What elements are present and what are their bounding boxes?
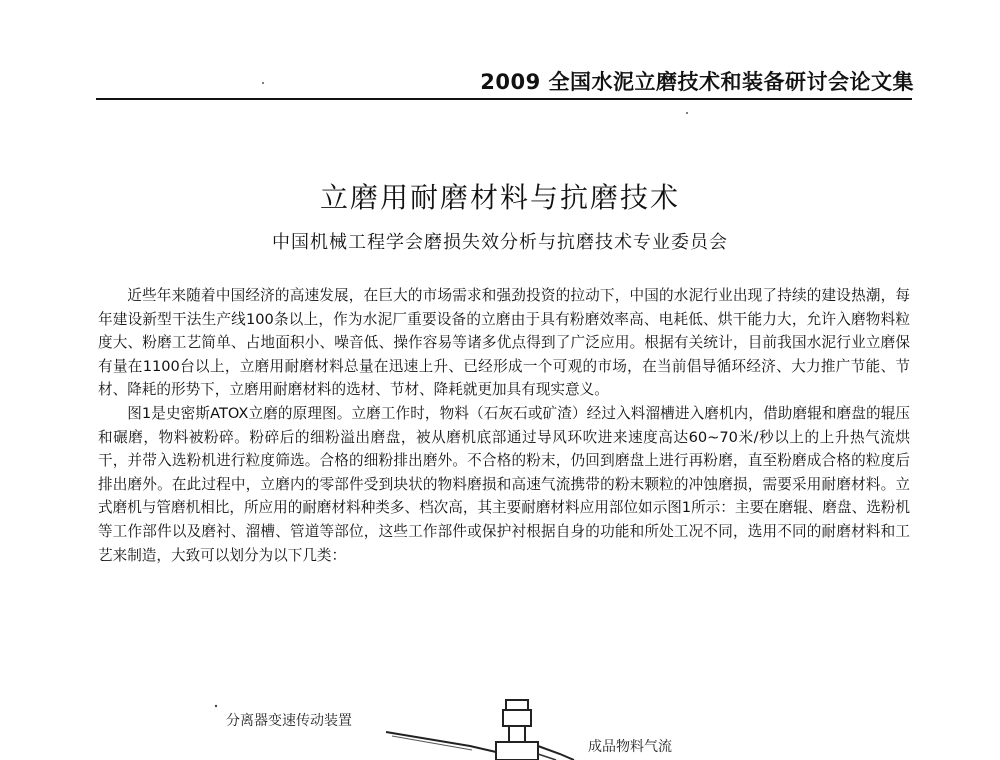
outlet-duct-edge [538,754,556,760]
drive-motor-cap [506,700,528,710]
figure-1-partial [0,690,1000,760]
paragraph-2: 图1是史密斯ATOX立磨的原理图。立磨工作时，物料（石灰石或矿渣）经过入料溜槽进入磨机内，借助磨辊和磨盘的辊压和碾磨，物料被粉碎。粉碎后的细粉溢出磨盘，被从磨机底部通过导风环吹进来速度高达60~70米/秒以上的上升热气流烘干，并带入选粉机进行粒度筛选。合格的细粉排出磨外。不合格的粉末，仍回到磨盘上进行再粉磨，直至粉磨成合格的粒度后排出磨外。在此过程中，立磨内的零部件受到块状的物料磨损和高速气流携带的粉末颗粒的冲蚀磨损，需要采用耐磨材料。立式磨机与管磨机相比，所应用的耐磨材料种类多、档次高，其主要耐磨材料应用部位如示图1所示：主要在磨辊、磨盘、选粉机等工作部件以及磨衬、溜槽、管道等部位，这些工作部件或保护衬根据自身的功能和所处工况不同，选用不同的耐磨材料和工艺来制造，大致可以划分为以下几类： [98,404,910,564]
drive-motor-body [503,710,531,726]
figure-label-separator-drive: 分离器变速传动装置 [226,713,352,729]
scan-speck [686,112,688,114]
header-rule [96,98,912,100]
outlet-duct [538,746,574,760]
paragraph-1: 近些年来随着中国经济的高速发展，在巨大的市场需求和强劲投资的拉动下，中国的水泥行业出现了持续的建设热潮，每年建设新型干法生产线100条以上，作为水泥厂重要设备的立磨由于具有粉磨效率高、电耗低、烘干能力大，允许入磨物料粒度大、粉磨工艺简单、占地面积小、噪音低、操作容易等诸多优点得到了广泛应用。根据有关统计，目前我国水泥行业立磨保有量在1100台以上，立磨用耐磨材料总量在迅速上升、已经形成一个可观的市场，在当前倡导循环经济、大力推广节能、节材、降耗的形势下，立磨用耐磨材料的选材、节材、降耗就更加具有现实意义。 [98,287,910,399]
article-title: 立磨用耐磨材料与抗磨技术 [319,181,680,214]
gearbox [496,742,538,760]
scan-speck [262,82,264,84]
article-body [98,284,910,567]
running-header: 2009 全国水泥立磨技术和装备研讨会论文集 [480,70,914,94]
leader-line-left-shadow [392,736,472,750]
article-author: 中国机械工程学会磨损失效分析与抗磨技术专业委员会 [272,232,728,253]
figure-label-product-airflow: 成品物料气流 [588,739,672,755]
mill-diagram [0,690,1000,760]
annotation-dot [215,705,217,707]
leader-line-left [386,732,496,752]
